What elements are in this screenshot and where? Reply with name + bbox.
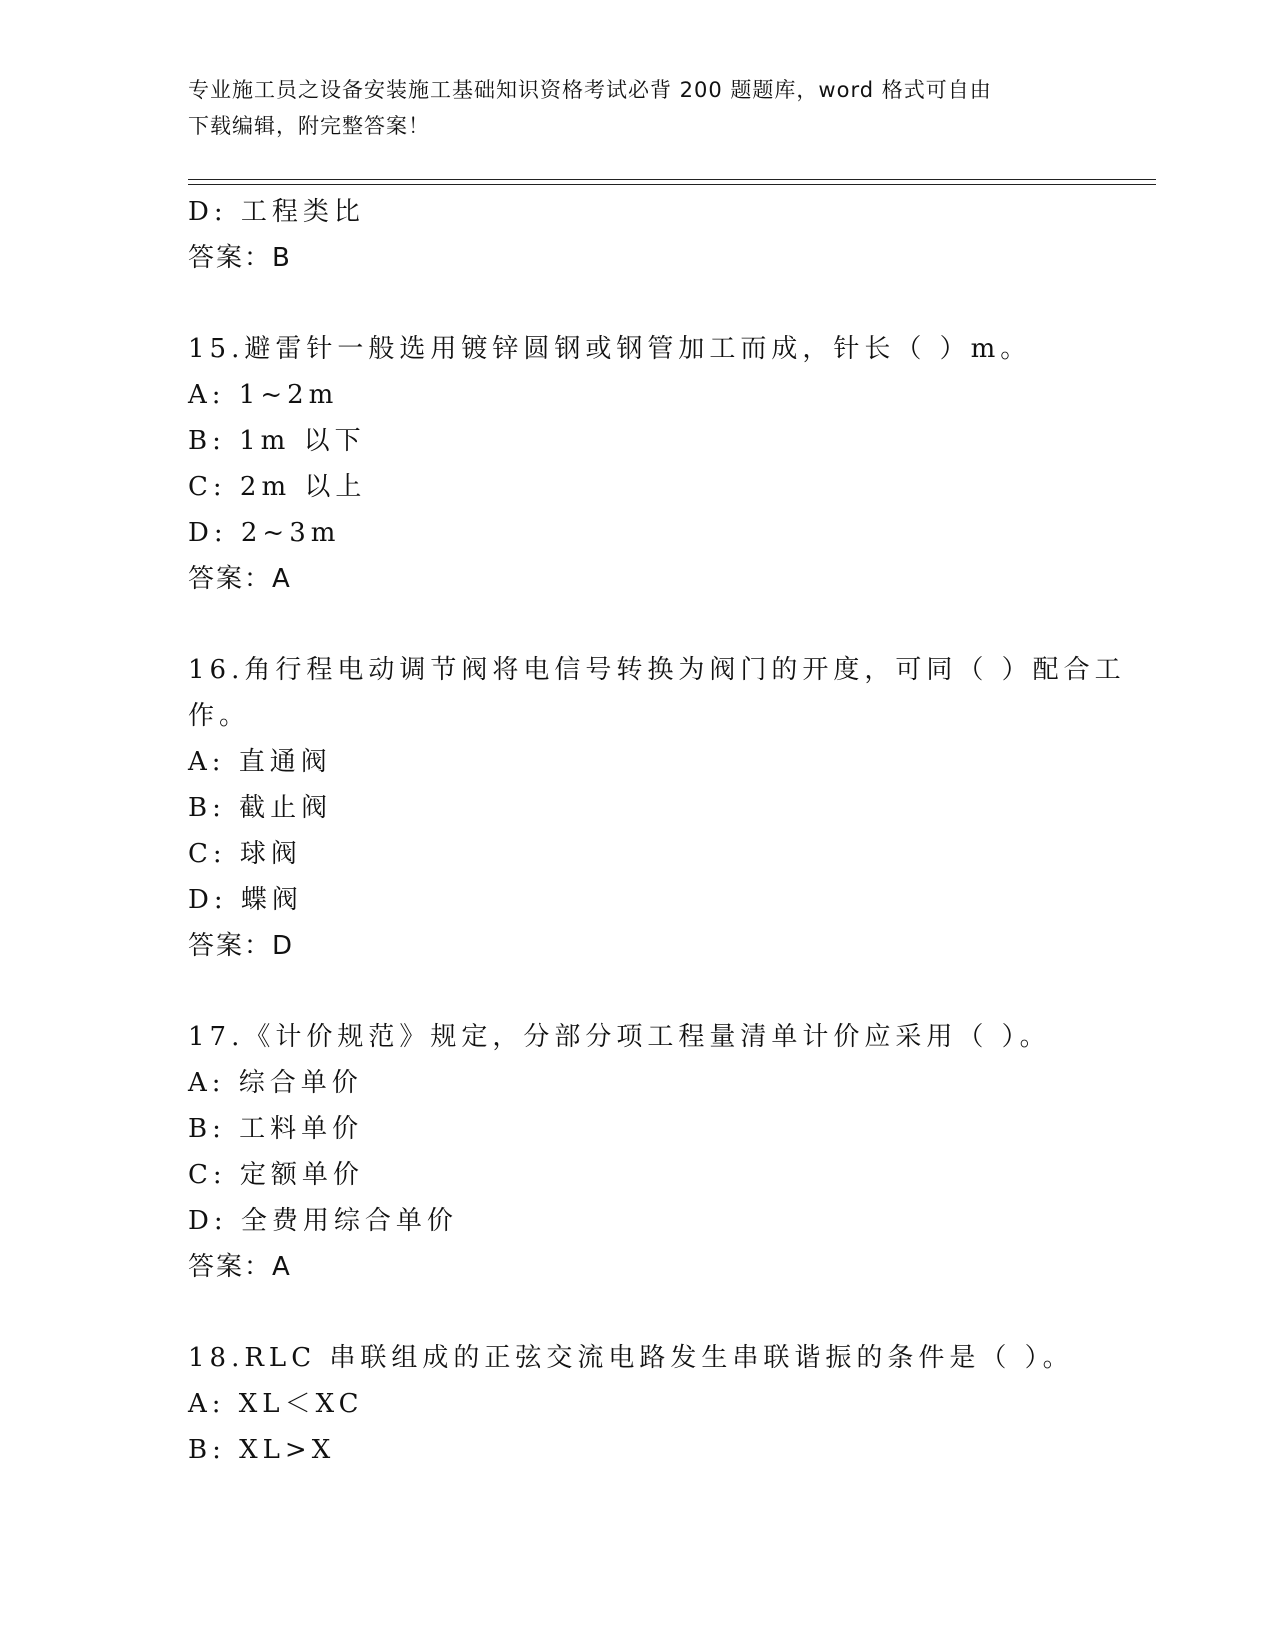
previous-question-tail [188,189,1088,281]
option-d: D: 蝶阀 [188,885,303,915]
answer: 答案：B [188,243,292,273]
option-b: B: 工料单价 [188,1114,364,1144]
option-c: C: 定额单价 [188,1160,364,1190]
answer: 答案：A [188,1252,292,1282]
option-a: A: 直通阀 [188,747,332,777]
header-line-1: 专业施工员之设备安装施工基础知识资格考试必背 200 题题库，word 格式可自由 [188,78,992,102]
option-a: A: 综合单价 [188,1068,363,1098]
question-18 [188,1335,1088,1473]
document-header [188,72,1068,144]
option-b: B: XL>X [188,1435,336,1465]
question-17 [188,1014,1088,1290]
header-divider-top [188,179,1156,180]
question-15 [188,326,1088,602]
header-line-2: 下载编辑，附完整答案！ [188,114,430,138]
question-stem-line-2: 作。 [188,701,251,731]
question-stem: 17.《计价规范》规定，分部分项工程量清单计价应采用（ ）。 [188,1022,1051,1052]
question-list [188,189,1126,1473]
option-d: D: 2~3m [188,518,341,548]
option-c: C: 球阀 [188,839,302,869]
option-b: B: 1m 以下 [188,426,366,456]
question-stem: 15.避雷针一般选用镀锌圆钢或钢管加工而成，针长（ ）m。 [188,334,1032,364]
option-d: D: 全费用综合单价 [188,1206,458,1236]
question-stem: 18.RLC 串联组成的正弦交流电路发生串联谐振的条件是（ ）。 [188,1343,1074,1373]
answer: 答案：A [188,564,292,594]
answer: 答案：D [188,931,295,961]
option-b: B: 截止阀 [188,793,333,823]
question-16 [188,647,1126,969]
option-c: C: 2m 以上 [188,472,367,502]
option-a: A: XL＜XC [188,1389,364,1419]
header-divider-bottom [188,184,1156,185]
option-d: D: 工程类比 [188,197,365,227]
question-stem-line-1: 16.角行程电动调节阀将电信号转换为阀门的开度，可同（ ）配合工 [188,655,1126,685]
option-a: A: 1~2m [188,380,339,410]
